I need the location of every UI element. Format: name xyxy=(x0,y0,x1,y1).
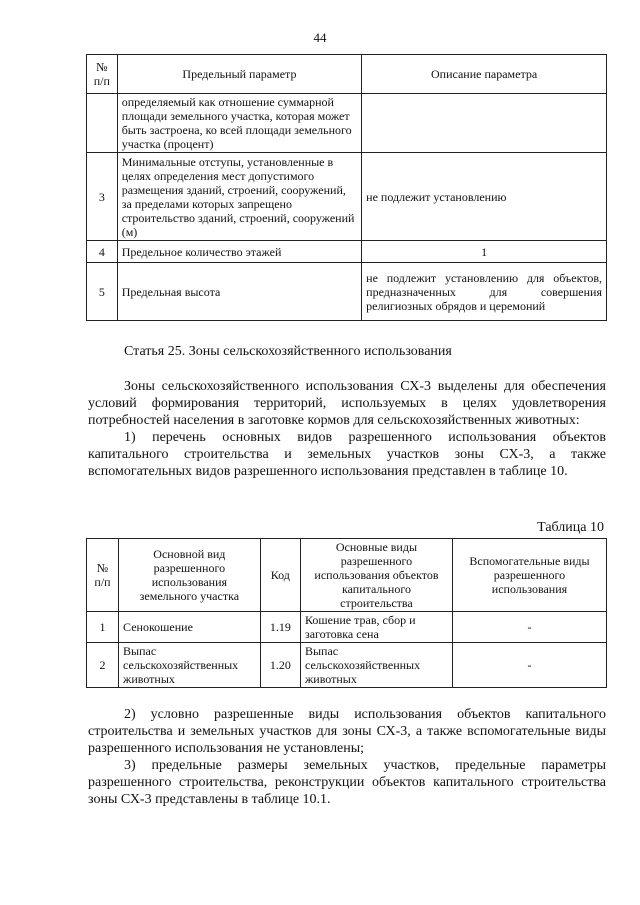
parameter-cell: Предельная высота xyxy=(117,263,361,321)
body-text-bottom xyxy=(88,706,606,808)
main-construction-cell: Кошение трав, сбор и заготовка сена xyxy=(300,612,452,643)
list-item-3: 3) предельные размеры земельных участков, предельные параметры разрешенного строительства, реконструкции объектов капитального строительства зоны СХ-3 представлены в таблице 10.1. xyxy=(88,758,606,807)
table-row xyxy=(87,643,607,688)
table-caption: Таблица 10 xyxy=(537,520,604,535)
list-item-1: 1) перечень основных видов разрешенного использования объектов капитального строительства и земельных участков зоны СХ-3, а также вспомогательных видов разрешенного использования представлен в таблице 10. xyxy=(88,430,606,479)
table-row xyxy=(87,612,607,643)
row-number: 5 xyxy=(87,263,118,321)
column-header-number: № п/п xyxy=(87,539,119,612)
description-cell: не подлежит установлению xyxy=(362,153,607,241)
column-header-main-type: Основной вид разрешенного использования земельного участка xyxy=(119,539,261,612)
code-cell: 1.19 xyxy=(260,612,300,643)
row-number: 4 xyxy=(87,241,118,263)
code-cell: 1.20 xyxy=(260,643,300,688)
table-row xyxy=(87,94,607,153)
description-cell xyxy=(362,94,607,153)
land-use-table xyxy=(86,538,607,688)
row-number xyxy=(87,94,118,153)
column-header-number: № п/п xyxy=(87,55,118,94)
parameters-table xyxy=(86,54,607,321)
auxiliary-cell: - xyxy=(452,643,606,688)
column-header-parameter: Предельный параметр xyxy=(117,55,361,94)
main-type-cell: Выпас сельскохозяйственных животных xyxy=(119,643,261,688)
table-row xyxy=(87,153,607,241)
article-heading: Статья 25. Зоны сельскохозяйственного использования xyxy=(124,344,452,359)
main-construction-cell: Выпас сельскохозяйственных животных xyxy=(300,643,452,688)
parameter-cell: Предельное количество этажей xyxy=(117,241,361,263)
row-number: 3 xyxy=(87,153,118,241)
parameter-cell: Минимальные отступы, установленные в целях определения мест допустимого размещения зданий, строений, сооружений, за пределами которых запрещено строительство зданий, строений, сооружений (м) xyxy=(117,153,361,241)
column-header-auxiliary: Вспомогательные виды разрешенного использования xyxy=(452,539,606,612)
paragraph-zone-description: Зоны сельскохозяйственного использования СХ-3 выделены для обеспечения условий формирования территорий, используемых в целях удовлетворения потребностей населения в заготовке кормов для сельскохозяйственных животных: xyxy=(88,379,606,428)
parameter-cell: определяемый как отношение суммарной площади земельного участка, которая может быть застроена, ко всей площади земельного участка (процент) xyxy=(117,94,361,153)
body-text-top xyxy=(88,378,606,480)
table-header-row xyxy=(87,539,607,612)
description-cell: 1 xyxy=(362,241,607,263)
row-number: 1 xyxy=(87,612,119,643)
list-item-2: 2) условно разрешенные виды использования объектов капитального строительства и земельных участков для зоны СХ-3, а также вспомогательные виды разрешенного использования не установлены; xyxy=(88,707,606,756)
table-header-row xyxy=(87,55,607,94)
column-header-description: Описание параметра xyxy=(362,55,607,94)
description-cell: не подлежит установлению для объектов, предназначенных для совершения религиозных обрядов и церемоний xyxy=(362,263,607,321)
page-number: 44 xyxy=(313,30,327,45)
main-type-cell: Сенокошение xyxy=(119,612,261,643)
row-number: 2 xyxy=(87,643,119,688)
table-row xyxy=(87,263,607,321)
column-header-main-construction: Основные виды разрешенного использования объектов капитального строительства xyxy=(300,539,452,612)
column-header-code: Код xyxy=(260,539,300,612)
table-row xyxy=(87,241,607,263)
auxiliary-cell: - xyxy=(452,612,606,643)
